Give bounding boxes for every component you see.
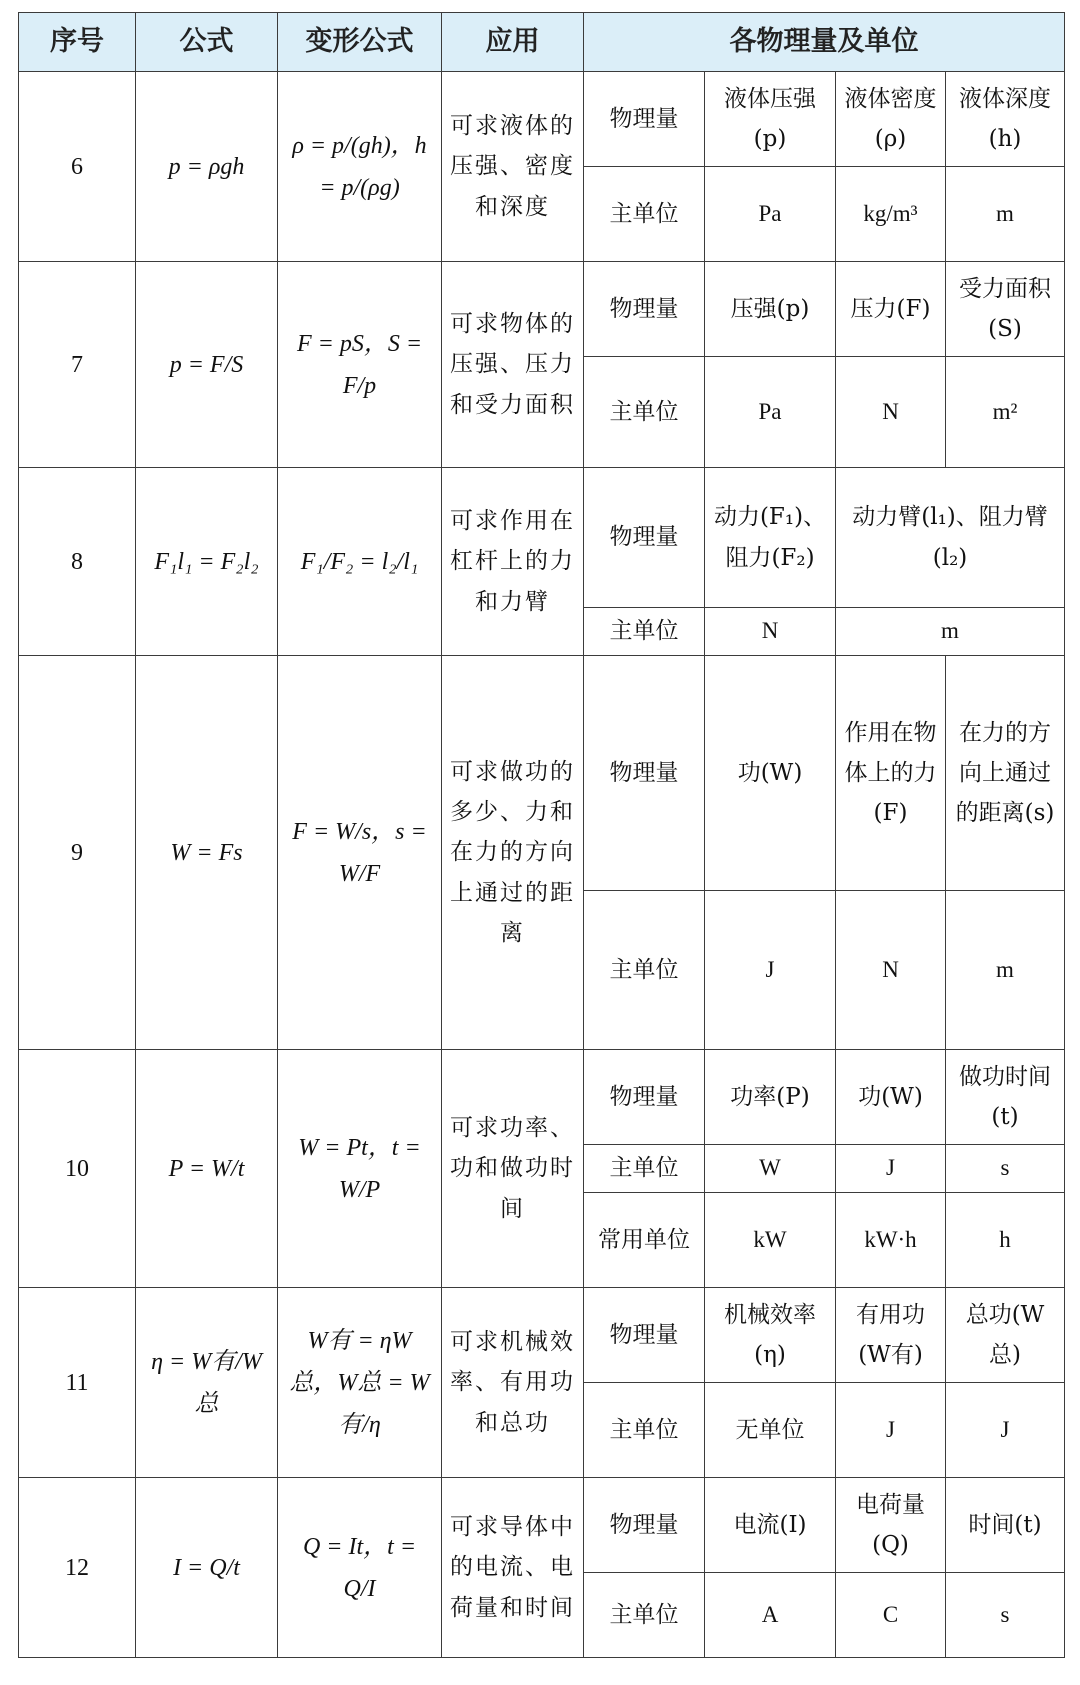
formula-text: I = Q/t (173, 1554, 240, 1581)
row-number: 7 (19, 262, 136, 468)
variant-cell (278, 656, 442, 1050)
quantity-cell: 总功(W总) (946, 1288, 1065, 1383)
application-cell: 可求机械效率、有用功和总功 (442, 1288, 584, 1478)
unit-cell: Pa (705, 167, 836, 262)
quantity-label: 物理量 (584, 468, 705, 608)
quantity-cell: 做功时间(t) (946, 1050, 1065, 1145)
unit-cell: W (705, 1145, 836, 1193)
unit-cell: kW (705, 1193, 836, 1288)
physics-formula-table (18, 12, 1065, 1658)
unit-cell: kg/m³ (836, 167, 946, 262)
unit-cell: J (946, 1383, 1065, 1478)
row-number: 10 (19, 1050, 136, 1288)
table-row (19, 1288, 1065, 1383)
row-number: 8 (19, 468, 136, 656)
formula-cell (136, 72, 278, 262)
application-cell: 可求做功的多少、力和在力的方向上通过的距离 (442, 656, 584, 1050)
unit-cell: J (836, 1145, 946, 1193)
quantity-cell: 功率(P) (705, 1050, 836, 1145)
row-number: 9 (19, 656, 136, 1050)
formula-cell (136, 262, 278, 468)
quantity-cell: 作用在物体上的力(F) (836, 656, 946, 891)
variant-cell (278, 72, 442, 262)
unit-cell: N (836, 891, 946, 1050)
row-number: 11 (19, 1288, 136, 1478)
unit-cell: J (705, 891, 836, 1050)
quantity-cell: 动力(F₁)、阻力(F₂) (705, 468, 836, 608)
application-cell: 可求导体中的电流、电荷量和时间 (442, 1478, 584, 1658)
application-cell: 可求功率、功和做功时间 (442, 1050, 584, 1288)
unit-label: 主单位 (584, 891, 705, 1050)
common-unit-label: 常用单位 (584, 1193, 705, 1288)
quantity-cell: 功(W) (836, 1050, 946, 1145)
variant-text: W有 = ηW总，W总 = W有/η (289, 1327, 430, 1438)
variant-text: ρ = p/(gh)，h = p/(ρg) (292, 132, 427, 201)
table-row (19, 656, 1065, 891)
application-cell: 可求作用在杠杆上的力和力臂 (442, 468, 584, 656)
formula-text: p = F/S (169, 351, 244, 378)
variant-cell (278, 1478, 442, 1658)
variant-cell (278, 262, 442, 468)
quantity-cell: 机械效率(η) (705, 1288, 836, 1383)
unit-cell: s (946, 1145, 1065, 1193)
quantity-cell: 电流(I) (705, 1478, 836, 1573)
variant-cell (278, 1050, 442, 1288)
row-number: 12 (19, 1478, 136, 1658)
unit-cell: m (946, 891, 1065, 1050)
quantity-cell: 有用功(W有) (836, 1288, 946, 1383)
unit-cell: s (946, 1573, 1065, 1658)
variant-text: F = W/s，s = W/F (292, 818, 427, 887)
variant-cell (278, 1288, 442, 1478)
quantity-label: 物理量 (584, 262, 705, 357)
quantity-cell: 压强(p) (705, 262, 836, 357)
quantity-label: 物理量 (584, 656, 705, 891)
formula-text: W = Fs (170, 839, 243, 866)
quantity-label: 物理量 (584, 1288, 705, 1383)
quantity-cell: 在力的方向上通过的距离(s) (946, 656, 1065, 891)
unit-label: 主单位 (584, 357, 705, 468)
formula-cell (136, 656, 278, 1050)
variant-cell (278, 468, 442, 656)
formula-text: p = ρgh (168, 153, 245, 180)
unit-label: 主单位 (584, 167, 705, 262)
unit-cell: Pa (705, 357, 836, 468)
unit-label: 主单位 (584, 1573, 705, 1658)
application-cell: 可求物体的压强、压力和受力面积 (442, 262, 584, 468)
quantity-cell: 时间(t) (946, 1478, 1065, 1573)
quantity-label: 物理量 (584, 72, 705, 167)
formula-text: η = W有/W总 (151, 1348, 262, 1417)
formula-cell (136, 1478, 278, 1658)
quantity-cell: 受力面积(S) (946, 262, 1065, 357)
unit-label: 主单位 (584, 1383, 705, 1478)
variant-text: F₁/F₂ = l₂/l₁ (300, 548, 419, 575)
quantity-cell: 功(W) (705, 656, 836, 891)
header-quantities: 各物理量及单位 (584, 13, 1065, 72)
table-row (19, 1478, 1065, 1573)
unit-cell: kW·h (836, 1193, 946, 1288)
formula-cell (136, 1050, 278, 1288)
unit-cell: h (946, 1193, 1065, 1288)
table-row (19, 468, 1065, 608)
quantity-cell: 液体压强(p) (705, 72, 836, 167)
unit-cell: m (836, 608, 1065, 656)
quantity-label: 物理量 (584, 1478, 705, 1573)
variant-text: W = Pt，t = W/P (298, 1134, 421, 1203)
quantity-cell: 液体密度(ρ) (836, 72, 946, 167)
variant-text: Q = It，t = Q/I (302, 1533, 417, 1602)
unit-label: 主单位 (584, 608, 705, 656)
quantity-cell: 电荷量(Q) (836, 1478, 946, 1573)
unit-label: 主单位 (584, 1145, 705, 1193)
unit-cell: m² (946, 357, 1065, 468)
table-row (19, 262, 1065, 357)
unit-cell: N (836, 357, 946, 468)
table-row (19, 72, 1065, 167)
unit-cell: A (705, 1573, 836, 1658)
unit-cell: N (705, 608, 836, 656)
formula-table-page (18, 12, 1064, 1658)
formula-text: P = W/t (168, 1155, 245, 1182)
formula-cell (136, 1288, 278, 1478)
quantity-label: 物理量 (584, 1050, 705, 1145)
table-row (19, 1050, 1065, 1145)
header-row (19, 13, 1065, 72)
variant-text: F = pS，S = F/p (296, 330, 423, 399)
formula-cell (136, 468, 278, 656)
header-application: 应用 (442, 13, 584, 72)
quantity-cell: 液体深度(h) (946, 72, 1065, 167)
application-cell: 可求液体的压强、密度和深度 (442, 72, 584, 262)
formula-text: F₁l₁ = F₂l₂ (154, 548, 259, 575)
quantity-cell: 压力(F) (836, 262, 946, 357)
header-formula: 公式 (136, 13, 278, 72)
row-number: 6 (19, 72, 136, 262)
header-index: 序号 (19, 13, 136, 72)
unit-cell: m (946, 167, 1065, 262)
quantity-cell: 动力臂(l₁)、阻力臂(l₂) (836, 468, 1065, 608)
unit-cell: 无单位 (705, 1383, 836, 1478)
unit-cell: J (836, 1383, 946, 1478)
header-variant: 变形公式 (278, 13, 442, 72)
unit-cell: C (836, 1573, 946, 1658)
